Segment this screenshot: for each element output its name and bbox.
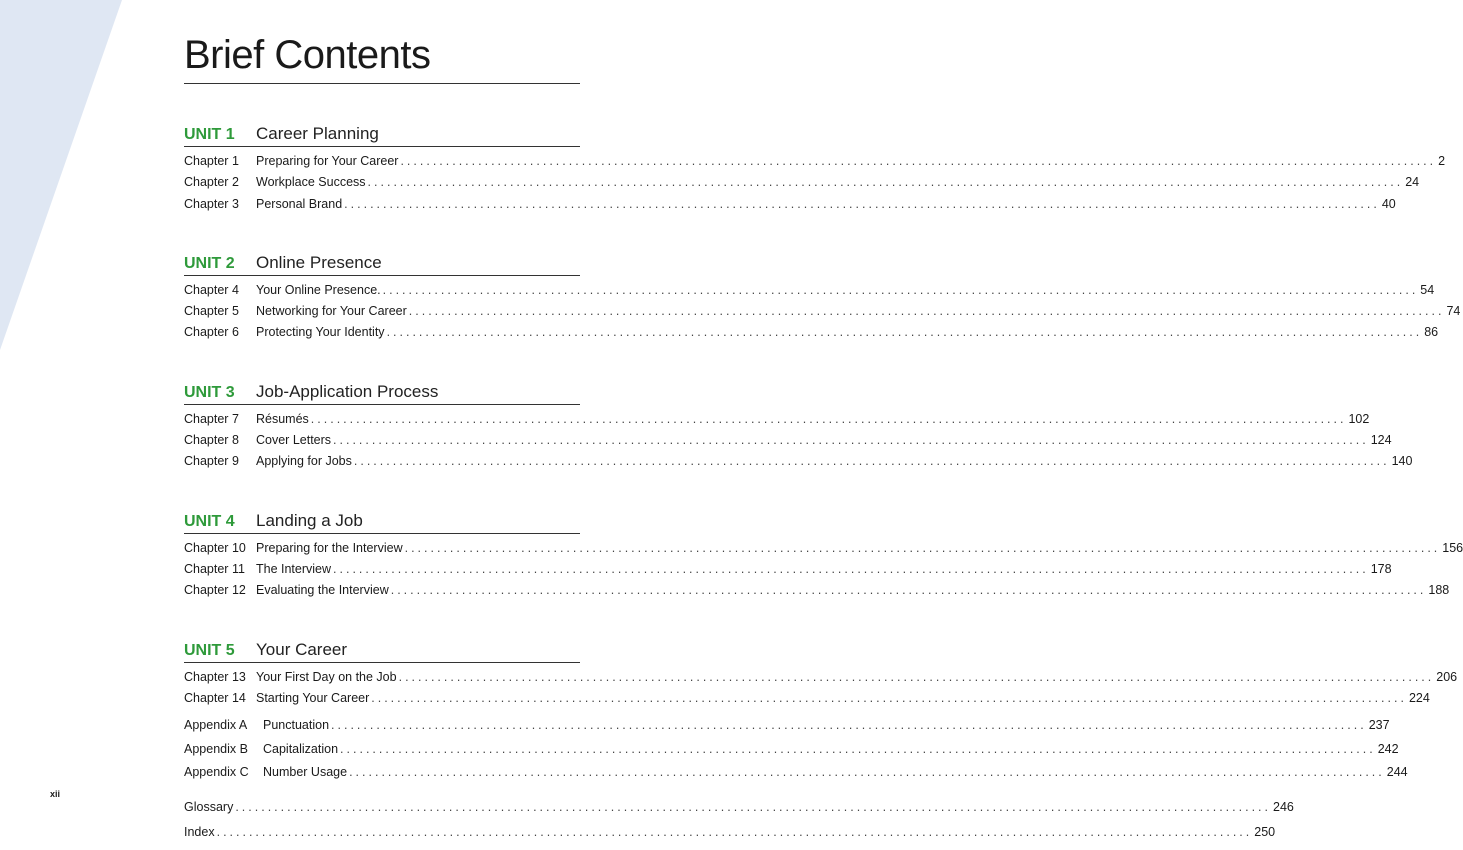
dot-leader: ................................................................................................................................................................	[371, 690, 1407, 705]
unit-section	[184, 252, 1461, 347]
back-matter-section	[184, 799, 1294, 850]
dot-leader: ................................................................................................................................................................	[398, 669, 1435, 684]
chapter-title: Your Online Presence.	[256, 282, 381, 297]
page-number: 2	[1438, 154, 1446, 168]
unit-heading	[184, 382, 580, 405]
chapter-entry[interactable]	[184, 304, 1461, 325]
chapter-entry[interactable]	[184, 196, 1396, 218]
appendix-label: Appendix B	[184, 741, 248, 756]
unit-title: Career Planning	[256, 124, 379, 143]
page-number: 246	[1273, 799, 1294, 814]
page-number: 250	[1254, 824, 1276, 839]
chapter-entry[interactable]	[184, 433, 1392, 454]
contents-page	[184, 30, 1463, 850]
unit-heading	[184, 640, 580, 663]
chapter-title: Résumés	[256, 411, 309, 426]
dot-leader: ................................................................................................................................................................	[216, 824, 1253, 839]
chapter-number: Chapter 11	[184, 561, 245, 576]
appendix-entry[interactable]	[184, 718, 1390, 742]
chapter-title: Cover Letters	[256, 433, 332, 448]
page-number: 242	[1377, 741, 1399, 756]
entry-title: Glossary	[184, 799, 234, 814]
unit-number: UNIT 1	[184, 126, 235, 143]
page-number: 40	[1381, 196, 1396, 211]
chapter-number: Chapter 10	[184, 540, 246, 555]
unit-heading	[184, 253, 580, 276]
chapter-title: The Interview	[256, 561, 332, 576]
dot-leader: ................................................................................................................................................................	[400, 154, 1437, 168]
chapter-entry[interactable]	[184, 690, 1430, 712]
chapter-number: Chapter 8	[184, 433, 239, 448]
appendix-title: Number Usage	[263, 765, 348, 780]
dot-leader: ................................................................................................................................................................	[367, 175, 1404, 190]
chapter-entry[interactable]	[184, 154, 1446, 175]
chapter-title: Protecting Your Identity	[256, 325, 385, 340]
chapter-number: Chapter 1	[184, 154, 239, 168]
chapter-title: Preparing for the Interview	[256, 540, 403, 555]
dot-leader: ................................................................................................................................................................	[344, 196, 1380, 211]
chapter-entry[interactable]	[184, 561, 1392, 583]
chapter-number: Chapter 9	[184, 454, 239, 469]
chapter-number: Chapter 3	[184, 196, 239, 211]
dot-leader: ................................................................................................................................................................	[235, 799, 1271, 814]
page-number: 24	[1405, 175, 1420, 190]
unit-title: Landing a Job	[256, 510, 363, 530]
appendix-title: Punctuation	[263, 718, 330, 733]
chapter-number: Chapter 14	[184, 690, 246, 705]
unit-title: Your Career	[256, 639, 348, 659]
chapter-title: Workplace Success	[256, 175, 366, 190]
page-number: 237	[1368, 718, 1390, 733]
appendix-label: Appendix C	[184, 765, 249, 780]
chapter-title: Networking for Your Career	[256, 304, 407, 319]
page-number: 188	[1428, 583, 1450, 598]
chapter-entry[interactable]	[184, 540, 1463, 562]
unit-section	[184, 124, 1446, 218]
chapter-number: Chapter 13	[184, 669, 246, 684]
dot-leader: ................................................................................................................................................................	[331, 718, 1367, 733]
chapter-number: Chapter 12	[184, 583, 246, 598]
unit-number: UNIT 3	[184, 383, 235, 401]
chapter-number: Chapter 6	[184, 325, 239, 340]
dot-leader: ................................................................................................................................................................	[310, 411, 1347, 426]
unit-section	[184, 510, 1463, 605]
chapter-entry[interactable]	[184, 325, 1439, 346]
dot-leader: ................................................................................................................................................................	[349, 765, 1385, 780]
chapter-number: Chapter 7	[184, 411, 239, 426]
chapter-entry[interactable]	[184, 454, 1413, 475]
page-number: 140	[1391, 454, 1413, 469]
page-number: 74	[1446, 304, 1461, 319]
decorative-side-band	[0, 0, 130, 360]
appendix-label: Appendix A	[184, 718, 248, 733]
chapter-title: Preparing for Your Career	[256, 154, 399, 168]
unit-heading	[184, 124, 580, 147]
page-number: 224	[1408, 690, 1430, 705]
page-number: 54	[1420, 282, 1435, 297]
dot-leader: ................................................................................................................................................................	[353, 454, 1390, 469]
appendix-entry[interactable]	[184, 741, 1399, 766]
unit-number: UNIT 5	[184, 641, 235, 659]
appendix-section	[184, 718, 1408, 789]
unit-heading	[184, 511, 580, 534]
chapter-title: Applying for Jobs	[256, 454, 352, 469]
page-number: 124	[1370, 433, 1392, 448]
page-number: 244	[1386, 765, 1408, 780]
dot-leader: ................................................................................................................................................................	[386, 325, 1423, 340]
unit-section	[184, 381, 1413, 476]
appendix-entry[interactable]	[184, 765, 1408, 789]
page-title: Brief Contents	[184, 30, 580, 84]
page-number: 86	[1424, 325, 1439, 340]
dot-leader: ................................................................................................................................................................	[333, 561, 1369, 576]
unit-section	[184, 639, 1458, 713]
unit-number: UNIT 2	[184, 254, 235, 272]
chapter-title: Personal Brand	[256, 196, 343, 211]
unit-title: Job-Application Process	[256, 381, 439, 401]
entry-title: Index	[184, 824, 215, 839]
chapter-entry[interactable]	[184, 411, 1370, 433]
chapter-title: Starting Your Career	[256, 690, 370, 705]
chapter-title: Your First Day on the Job	[256, 669, 397, 684]
page-folio: xii	[50, 789, 61, 799]
appendix-title: Capitalization	[263, 741, 339, 756]
page-number: 102	[1348, 411, 1370, 426]
index-entry[interactable]	[184, 824, 1276, 850]
dot-leader: ................................................................................................................................................................	[404, 540, 1441, 555]
dot-leader: ................................................................................................................................................................	[382, 282, 1419, 297]
chapter-number: Chapter 4	[184, 282, 239, 297]
chapter-entry[interactable]	[184, 669, 1458, 691]
chapter-entry[interactable]	[184, 175, 1420, 196]
chapter-title: Evaluating the Interview	[256, 583, 389, 598]
page-number: 156	[1442, 540, 1463, 555]
page-number: 206	[1436, 669, 1458, 684]
chapter-entry[interactable]	[184, 583, 1450, 604]
dot-leader: ................................................................................................................................................................	[333, 433, 1369, 448]
dot-leader: ................................................................................................................................................................	[390, 583, 1427, 598]
page-number: 178	[1370, 561, 1392, 576]
glossary-entry[interactable]	[184, 799, 1294, 825]
unit-number: UNIT 4	[184, 512, 235, 530]
chapter-number: Chapter 2	[184, 175, 239, 190]
unit-title: Online Presence	[256, 252, 382, 272]
dot-leader: ................................................................................................................................................................	[340, 741, 1376, 756]
chapter-entry[interactable]	[184, 282, 1435, 304]
chapter-number: Chapter 5	[184, 304, 239, 319]
dot-leader: ................................................................................................................................................................	[408, 304, 1445, 319]
